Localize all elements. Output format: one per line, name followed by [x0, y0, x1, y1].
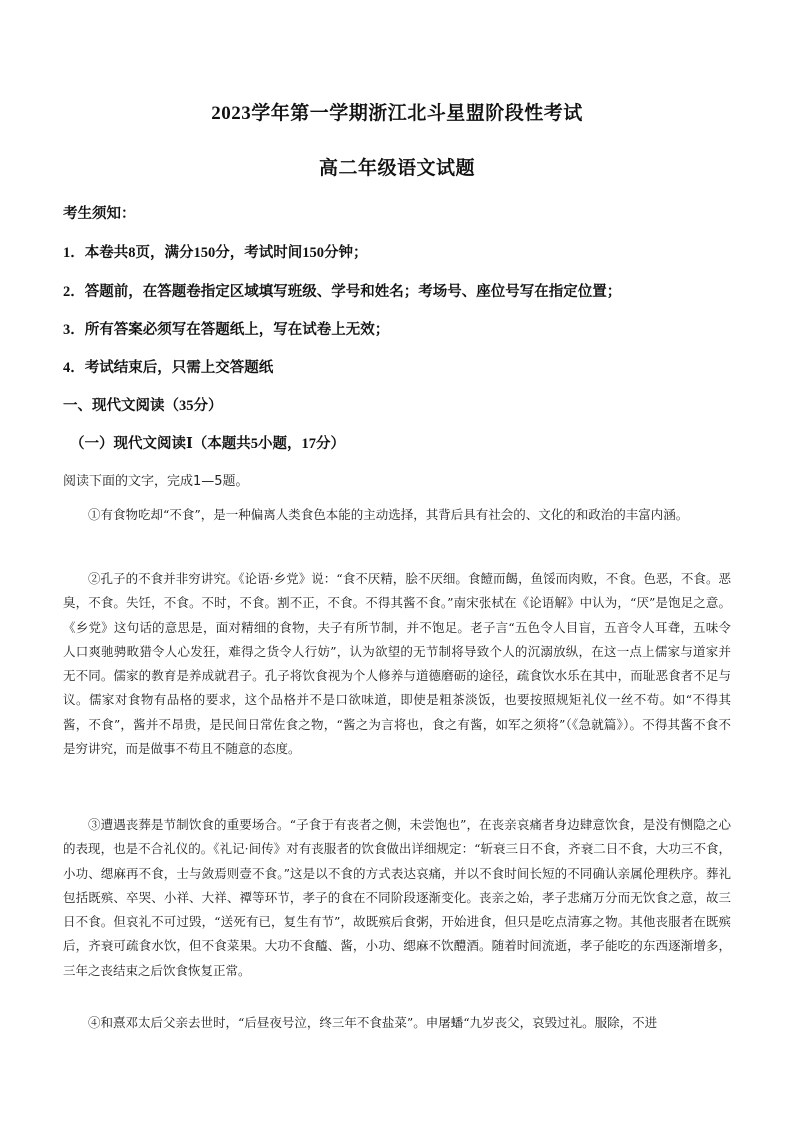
paragraph-4: ④和熹邓太后父亲去世时，“后昼夜号泣，终三年不食盐菜”。申屠蟠“九岁丧父，哀毁过礼。服除，不进: [88, 1015, 658, 1030]
notice-heading: 考生须知：: [63, 206, 136, 222]
notice-item-3: 3．所有答案必须写在答题纸上，写在试卷上无效；: [63, 322, 390, 338]
notice-item-1: 1．本卷共8页，满分150分，考试时间150分钟；: [63, 245, 368, 261]
section-heading: 一、现代文阅读（35分）: [63, 398, 223, 414]
reading-instruction: 阅读下面的文字，完成1—5题。: [63, 474, 249, 489]
paragraph-1: ①有食物吃却“不食”，是一种偏离人类食色本能的主动选择，其背后具有社会的、文化的和政治的丰富内涵。: [88, 507, 689, 522]
exam-title: 2023学年第一学期浙江北斗星盟阶段性考试: [211, 103, 583, 124]
paragraph-3: ③遭遇丧葬是节制饮食的重要场合。“子食于有丧者之侧，未尝饱也”，在丧亲哀痛者身边肆意饮食，是没有恻隐之心的表现，也是不合礼仪的。《礼记·间传》对有丧服者的饮食做出详细规定：“斩衰三日不食，齐衰二日不食，大功三不食，小功、缌麻再不食，士与敛焉则壹不食。”这是以不食的方式表达哀痛，并以不食时间长短的不同确认亲属伦理秩序。葬礼包括既殡、卒哭、小祥、大祥、禫等环节，孝子的食在不同阶段逐渐变化。丧亲之始，孝子悲痛万分而无饮食之意，故三日不食。但哀礼不可过毁，“送死有已，复生有节”，故既殡后食粥，开始进食，但只是吃点清寡之物。其他丧服者在既殡后，齐衰可疏食水饮，但不食菜果。大功不食醯、酱，小功、缌麻不饮醴酒。随着时间流逝，孝子能吃的东西逐渐增多，三年之丧结束之后饮食恢复正常。: [63, 817, 731, 978]
paragraph-2: ②孔子的不食并非穷讲究。《论语·乡党》说：“食不厌精，脍不厌细。食饐而餲，鱼馁而肉败，不食。色恶，不食。恶臭，不食。失饪，不食。不时，不食。割不正，不食。不得其酱不食。”南宋张栻在《论语解》中认为，“厌”是饱足之意。《乡党》这句话的意思是，面对精细的食物，夫子有所节制，并不饱足。老子言“五色令人目盲，五音令人耳聋，五味令人口爽驰骋畋猎令人心发狂，难得之货令人行妨”，认为欲望的无节制将导致个人的沉溺放纵，在这一点上儒家与道家并无不同。儒家的教育是养成就君子。孔子将饮食视为个人修养与道德磨砺的途径，疏食饮水乐在其中，而耻恶食者不足与议。儒家对食物有品格的要求，这个品格并不是口欲味道，即使是粗茶淡饭，也要按照规矩礼仪一丝不苟。如“不得其酱，不食”，酱并不昂贵，是民间日常佐食之物，“酱之为言将也，食之有酱，如军之须将”（《急就篇》）。不得其酱不食不是穷讲究，而是做事不苟且不随意的态度。: [63, 571, 731, 757]
section-subheading: （一）现代文阅读Ⅰ（本题共5小题，17分）: [70, 436, 346, 452]
exam-subtitle: 高二年级语文试题: [318, 158, 475, 179]
notice-item-4: 4．考试结束后，只需上交答题纸: [63, 360, 274, 376]
notice-item-2: 2．答题前，在答题卷指定区域填写班级、学号和姓名；考场号、座位号写在指定位置；: [63, 284, 622, 300]
